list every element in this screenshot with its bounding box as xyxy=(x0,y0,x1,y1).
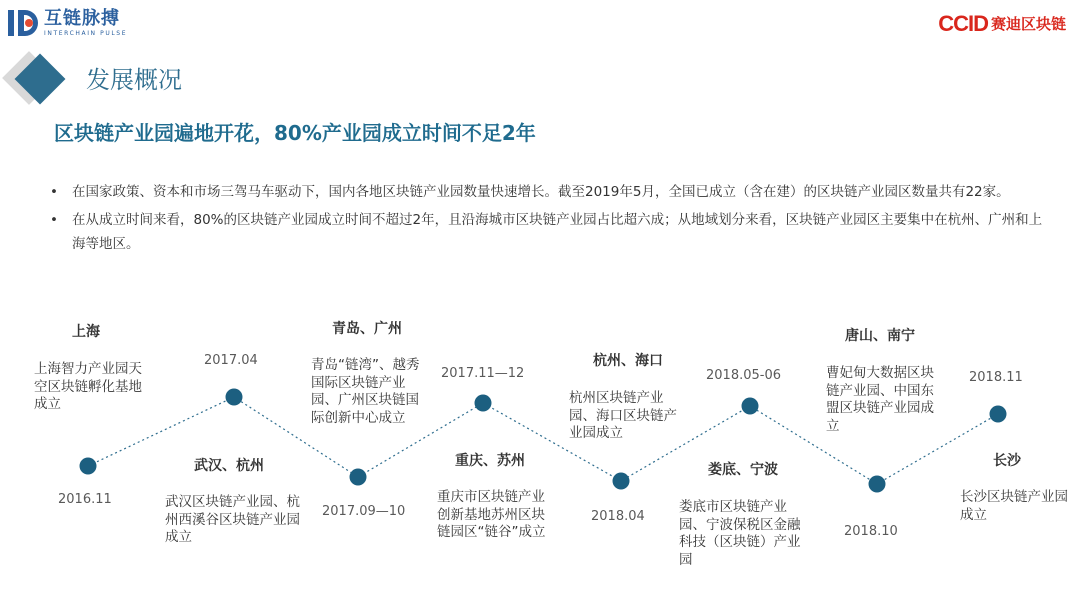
timeline-city: 青岛、广州 xyxy=(332,321,402,337)
timeline-desc: 长沙区块链产业园成立 xyxy=(960,489,1068,523)
timeline-date: 2017.04 xyxy=(204,353,258,368)
timeline-desc: 武汉区块链产业园、杭州西溪谷区块链产业园成立 xyxy=(165,494,300,545)
logo-name-en: INTERCHAIN PULSE xyxy=(44,30,128,37)
timeline-node-2016-11 xyxy=(80,458,97,475)
timeline-city: 上海 xyxy=(72,324,100,340)
logo-name-cn: 互链脉搏 xyxy=(44,8,120,29)
timeline-node-2017-11 xyxy=(475,395,492,412)
timeline-desc: 重庆市区块链产业创新基地苏州区块链园区“链谷”成立 xyxy=(437,489,546,540)
bullet-text: 在从成立时间来看，80%的区块链产业园成立时间不超过2年，且沿海城市区块链产业园占比超六成；从地域划分来看，区块链产业园区主要集中在杭州、广州和上海等地区。 xyxy=(72,212,1043,252)
timeline-desc: 青岛“链湾”、越秀国际区块链产业园、广州区块链国际创新中心成立 xyxy=(311,357,420,426)
timeline-node-2017-09 xyxy=(350,469,367,486)
timeline-date: 2016.11 xyxy=(58,492,112,507)
headline: 区块链产业园遍地开花，80%产业园成立时间不足2年 xyxy=(54,121,536,145)
timeline-desc: 娄底市区块链产业园、宁波保税区金融科技（区块链）产业园 xyxy=(679,499,801,568)
timeline-city: 武汉、杭州 xyxy=(194,458,264,474)
bullet-marker: • xyxy=(50,184,58,200)
timeline-desc: 上海智力产业园天空区块链孵化基地成立 xyxy=(34,361,142,412)
timeline-city: 长沙 xyxy=(993,453,1021,469)
timeline-date: 2018.11 xyxy=(969,370,1023,385)
ccid-name-cn: 赛迪区块链 xyxy=(990,15,1066,33)
timeline-date: 2018.05-06 xyxy=(706,368,781,383)
timeline-city: 杭州、海口 xyxy=(593,353,663,369)
timeline-desc: 杭州区块链产业园、海口区块链产业园成立 xyxy=(569,390,677,441)
timeline-date: 2018.10 xyxy=(844,524,898,539)
timeline-node-2018-04 xyxy=(613,473,630,490)
bullet-text: 在国家政策、资本和市场三驾马车驱动下，国内各地区块链产业园数量快速增长。截至2019年5月，全国已成立（含在建）的区块链产业园区数量共有22家。 xyxy=(72,184,1010,200)
timeline-desc: 曹妃甸大数据区块链产业园、中国东盟区块链产业园成立 xyxy=(826,365,934,434)
timeline-city: 重庆、苏州 xyxy=(455,453,525,469)
timeline-date: 2018.04 xyxy=(591,509,645,524)
timeline-node-2018-10 xyxy=(869,476,886,493)
timeline-city: 娄底、宁波 xyxy=(708,462,778,478)
bullet-marker: • xyxy=(50,212,58,228)
timeline-node-2017-04 xyxy=(226,389,243,406)
timeline-city: 唐山、南宁 xyxy=(845,328,915,344)
timeline-node-2018-11 xyxy=(990,406,1007,423)
timeline-date: 2017.11—12 xyxy=(441,366,525,381)
section-title: 发展概况 xyxy=(86,66,182,94)
timeline-node-2018-05 xyxy=(742,398,759,415)
timeline-date: 2017.09—10 xyxy=(322,504,406,519)
ccid-brand: CCID xyxy=(938,11,988,36)
